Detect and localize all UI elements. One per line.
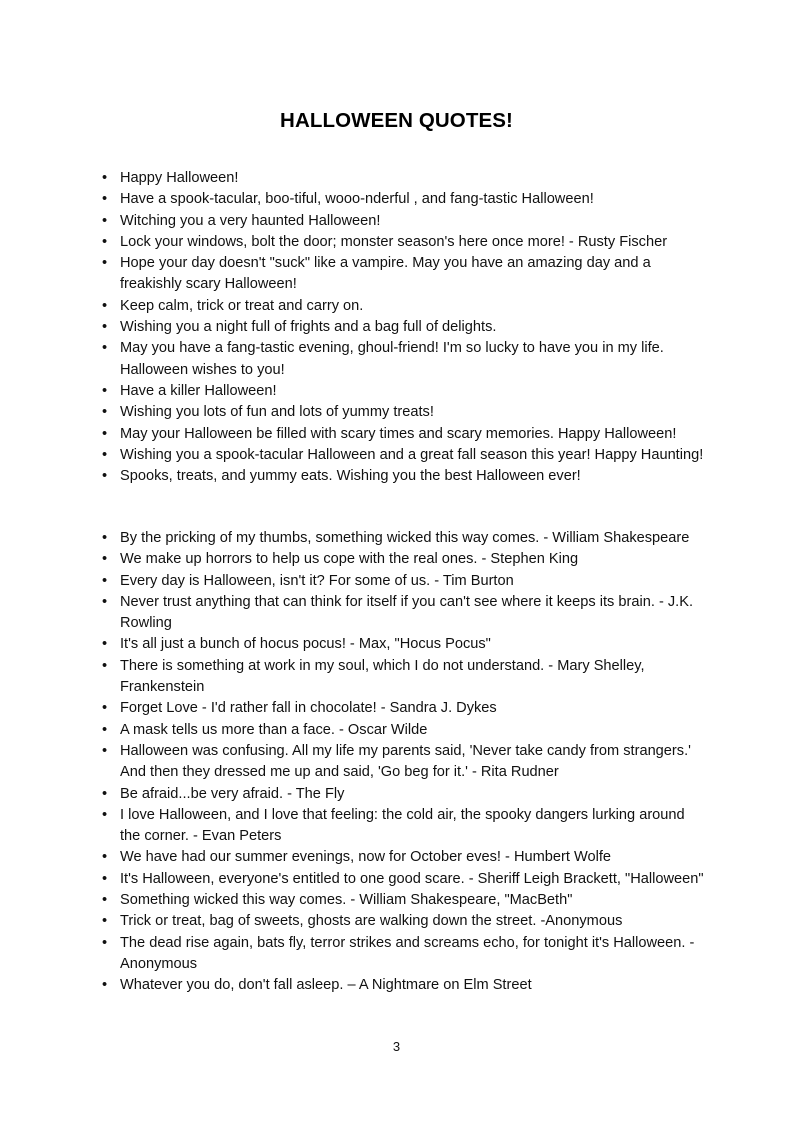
list-item bbox=[92, 890, 704, 911]
list-item bbox=[92, 634, 704, 655]
list-item-text: Have a killer Halloween! bbox=[120, 382, 277, 399]
list-item bbox=[92, 656, 704, 699]
bullet-icon: • bbox=[102, 297, 108, 314]
list-item bbox=[92, 424, 704, 445]
bullet-icon: • bbox=[102, 530, 108, 546]
list-item bbox=[92, 528, 704, 549]
bullet-icon: • bbox=[102, 170, 108, 186]
list-item-text: Wishing you lots of fun and lots of yummy treats! bbox=[120, 404, 434, 421]
page-number: 3 bbox=[392, 1039, 401, 1054]
bullet-icon: • bbox=[102, 934, 108, 951]
list-item bbox=[92, 698, 704, 719]
list-item-text: Something wicked this way comes. - William Shakespeare, "MacBeth" bbox=[120, 892, 573, 909]
list-item bbox=[92, 549, 704, 570]
halloween-wishes-list bbox=[92, 168, 704, 487]
bullet-icon: • bbox=[102, 870, 108, 887]
list-item-text: Trick or treat, bag of sweets, ghosts are walking down the street. -Anonymous bbox=[120, 913, 623, 930]
list-item bbox=[92, 466, 704, 487]
bullet-icon: • bbox=[102, 382, 108, 399]
list-item bbox=[92, 720, 704, 741]
bullet-icon: • bbox=[102, 892, 108, 909]
bullet-icon: • bbox=[102, 742, 108, 759]
bullet-icon: • bbox=[102, 233, 108, 250]
list-item-text: Wishing you a spook-tacular Halloween and a great fall season this year! Happy Haunting! bbox=[120, 446, 704, 463]
list-item-text: Happy Halloween! bbox=[120, 170, 239, 186]
bullet-icon: • bbox=[102, 212, 108, 229]
list-item bbox=[92, 933, 704, 976]
bullet-icon: • bbox=[102, 404, 108, 421]
list-item bbox=[92, 338, 704, 381]
list-item-text: Be afraid...be very afraid. - The Fly bbox=[120, 785, 345, 802]
list-item bbox=[92, 168, 704, 189]
list-item bbox=[92, 317, 704, 338]
list-item-text: It's Halloween, everyone's entitled to one good scare. - Sheriff Leigh Brackett, "Halloween" bbox=[120, 870, 704, 887]
list-item bbox=[92, 592, 704, 635]
bullet-icon: • bbox=[102, 657, 108, 674]
list-item-text: Keep calm, trick or treat and carry on. bbox=[120, 297, 364, 314]
list-item bbox=[92, 253, 704, 296]
list-item-text: Lock your windows, bolt the door; monster season's here once more! - Rusty Fischer bbox=[120, 233, 668, 250]
list-item-text: Halloween was confusing. All my life my parents said, 'Never take candy from strangers.' And then they dressed me up and said, 'Go beg for it.' - Rita Rudner bbox=[120, 742, 691, 781]
list-item-text: By the pricking of my thumbs, something wicked this way comes. - William Shakespeare bbox=[120, 530, 690, 546]
list-item bbox=[92, 869, 704, 890]
halloween-quotes-list bbox=[92, 528, 704, 997]
list-item bbox=[92, 232, 704, 253]
bullet-icon: • bbox=[102, 977, 108, 994]
list-item-text: It's all just a bunch of hocus pocus! - Max, "Hocus Pocus" bbox=[120, 636, 491, 653]
list-item bbox=[92, 571, 704, 592]
list-item bbox=[92, 911, 704, 932]
bullet-icon: • bbox=[102, 593, 108, 610]
list-item bbox=[92, 211, 704, 232]
bullet-icon: • bbox=[102, 551, 108, 568]
list-item-text: Wishing you a night full of frights and a bag full of delights. bbox=[120, 319, 497, 336]
list-item bbox=[92, 784, 704, 805]
bullet-icon: • bbox=[102, 700, 108, 717]
list-item bbox=[92, 381, 704, 402]
bullet-icon: • bbox=[102, 191, 108, 208]
list-item-text: Spooks, treats, and yummy eats. Wishing you the best Halloween ever! bbox=[120, 468, 581, 485]
list-item-text: I love Halloween, and I love that feeling: the cold air, the spooky dangers lurking around the corner. - Evan Peters bbox=[120, 806, 685, 845]
list-item bbox=[92, 402, 704, 423]
bullet-icon: • bbox=[102, 721, 108, 738]
list-item-text: Whatever you do, don't fall asleep. – A Nightmare on Elm Street bbox=[120, 977, 532, 994]
bullet-icon: • bbox=[102, 255, 108, 272]
list-item-text: The dead rise again, bats fly, terror strikes and screams echo, for tonight it's Halloween. -Anonymous bbox=[120, 934, 695, 972]
list-item bbox=[92, 847, 704, 868]
list-item bbox=[92, 975, 704, 996]
list-item-text: Forget Love - I'd rather fall in chocolate! - Sandra J. Dykes bbox=[120, 700, 497, 717]
bullet-icon: • bbox=[102, 425, 108, 442]
bullet-icon: • bbox=[102, 785, 108, 802]
list-item-text: Every day is Halloween, isn't it? For some of us. - Tim Burton bbox=[120, 572, 514, 589]
list-item-text: There is something at work in my soul, which I do not understand. - Mary Shelley, Frankenstein bbox=[120, 657, 645, 696]
bullet-icon: • bbox=[102, 636, 108, 653]
list-item-text: We make up horrors to help us cope with the real ones. - Stephen King bbox=[120, 551, 579, 568]
bullet-icon: • bbox=[102, 340, 108, 357]
list-item-text: A mask tells us more than a face. - Oscar Wilde bbox=[120, 721, 428, 738]
bullet-icon: • bbox=[102, 572, 108, 589]
list-item bbox=[92, 741, 704, 784]
list-item-text: May you have a fang-tastic evening, ghoul-friend! I'm so lucky to have you in my life. Halloween wishes to you! bbox=[120, 340, 664, 378]
list-item-text: Hope your day doesn't "suck" like a vampire. May you have an amazing day and a freakishly scary Halloween! bbox=[120, 255, 651, 293]
list-item bbox=[92, 296, 704, 317]
bullet-icon: • bbox=[102, 468, 108, 485]
list-item-text: May your Halloween be filled with scary times and scary memories. Happy Halloween! bbox=[120, 425, 677, 442]
list-item-text: Never trust anything that can think for itself if you can't see where it keeps its brain. - J.K. Rowling bbox=[120, 593, 694, 632]
bullet-icon: • bbox=[102, 319, 108, 336]
bullet-icon: • bbox=[102, 913, 108, 930]
bullet-icon: • bbox=[102, 849, 108, 866]
list-item bbox=[92, 805, 704, 848]
list-item-text: Witching you a very haunted Halloween! bbox=[120, 212, 381, 229]
list-item-text: We have had our summer evenings, now for October eves! - Humbert Wolfe bbox=[120, 849, 611, 866]
page-title: HALLOWEEN QUOTES! bbox=[280, 108, 513, 132]
list-item bbox=[92, 189, 704, 210]
bullet-icon: • bbox=[102, 446, 108, 463]
list-item-text: Have a spook-tacular, boo-tiful, wooo-nderful , and fang-tastic Halloween! bbox=[120, 191, 594, 208]
list-item bbox=[92, 445, 704, 466]
bullet-icon: • bbox=[102, 806, 108, 823]
